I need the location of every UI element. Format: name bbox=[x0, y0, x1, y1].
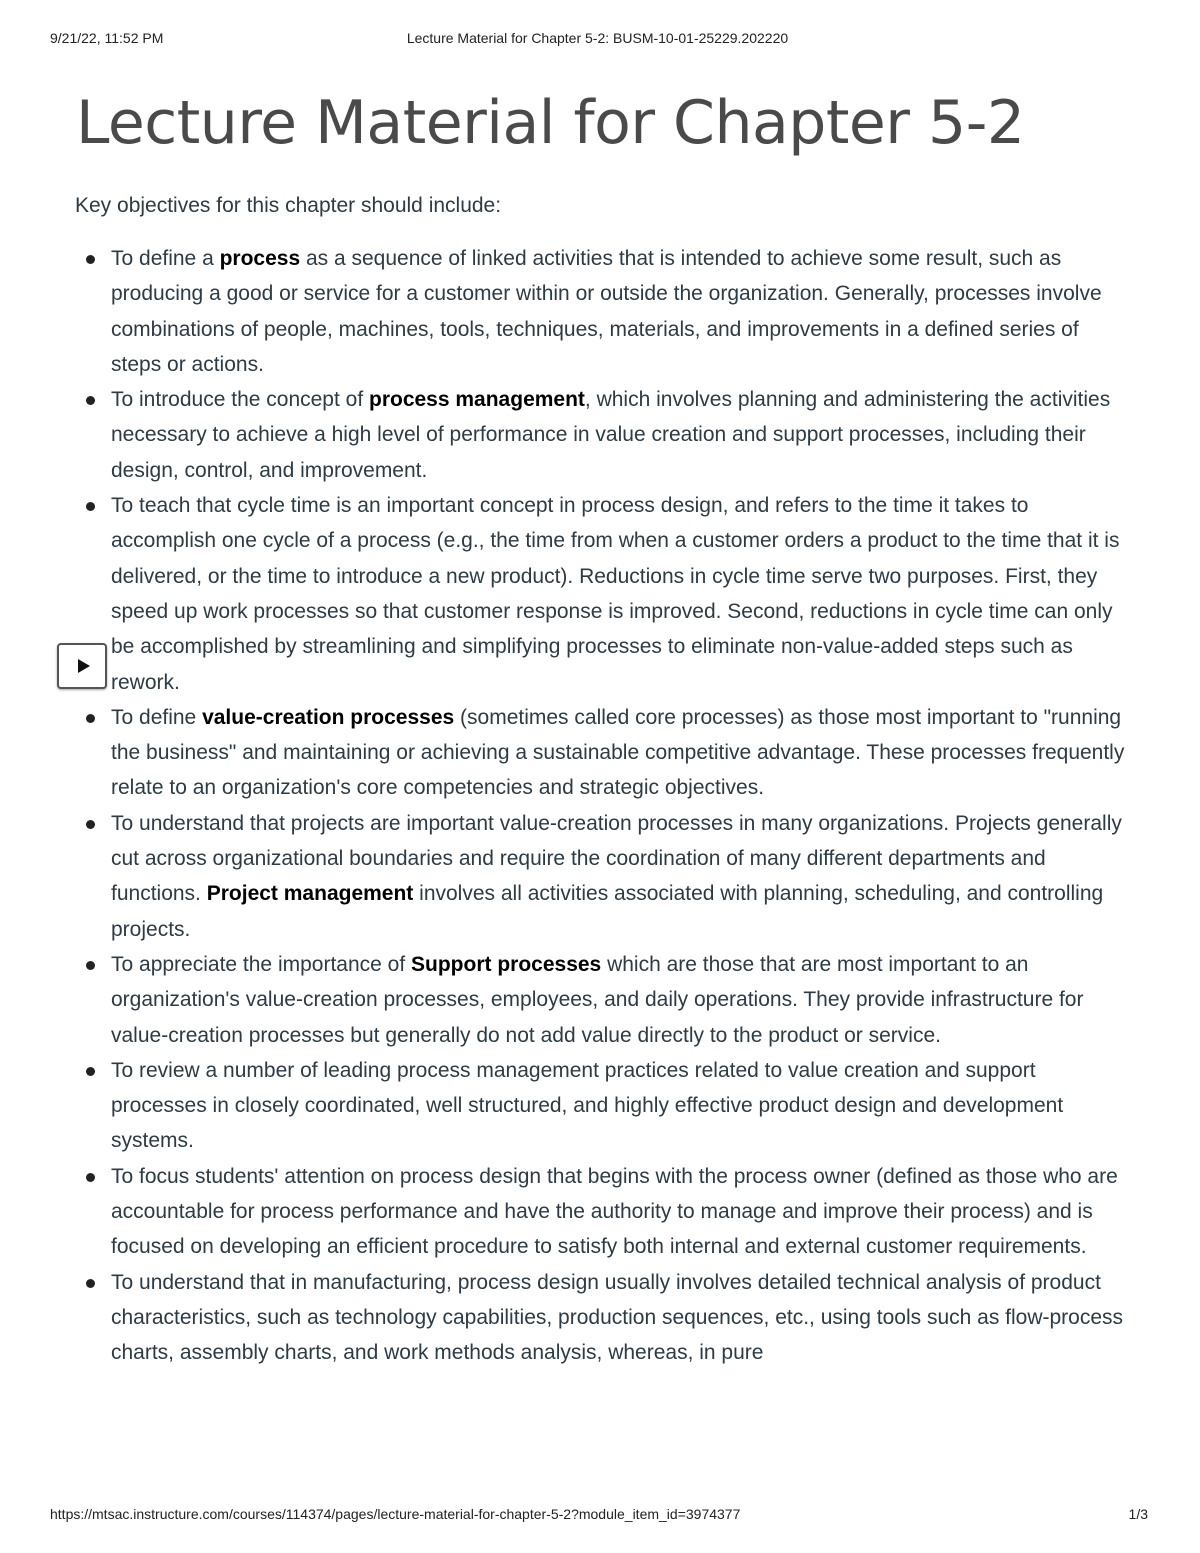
page-indicator: 1/3 bbox=[1128, 1506, 1148, 1522]
page-title: Lecture Material for Chapter 5-2 bbox=[76, 88, 1025, 158]
print-header bbox=[50, 30, 1145, 50]
objective-item: To review a number of leading process management practices related to value creation and support processes in closely coordinated, well structured, and highly effective product design and development systems. bbox=[111, 1053, 1129, 1159]
objective-item: To define value-creation processes (sometimes called core processes) as those most important to "running the business" and maintaining or achieving a sustainable competitive advantage. These processes frequently relate to an organization's core competencies and strategic objectives. bbox=[111, 700, 1129, 806]
print-page-title: Lecture Material for Chapter 5-2: BUSM-10-01-25229.202220 bbox=[406, 30, 789, 46]
key-term: Support processes bbox=[411, 952, 602, 976]
intro-text: Key objectives for this chapter should include: bbox=[75, 194, 502, 217]
key-term: value-creation processes bbox=[202, 705, 455, 729]
objective-item: To teach that cycle time is an important concept in process design, and refers to the time it takes to accomplish one cycle of a process (e.g., the time from when a customer orders a product to the time that it is delivered, or the time to introduce a new product). Reductions in cycle time serve two purposes. First, they speed up work processes so that customer response is improved. Second, reductions in cycle time can only be accomplished by streamlining and simplifying processes to eliminate non-value-added steps such as rework. bbox=[111, 488, 1129, 700]
play-button[interactable] bbox=[57, 643, 107, 689]
objective-item: To focus students' attention on process design that begins with the process owner (defined as those who are accountable for process performance and have the authority to manage and improve their process) and is focused on developing an efficient procedure to satisfy both internal and external customer requirements. bbox=[111, 1159, 1129, 1265]
print-datetime: 9/21/22, 11:52 PM bbox=[50, 30, 164, 46]
key-term: process management bbox=[369, 388, 585, 412]
objective-item: To introduce the concept of process management, which involves planning and administering the activities necessary to achieve a high level of performance in value creation and support processes, including their design, control, and improvement. bbox=[111, 382, 1129, 488]
print-url: https://mtsac.instructure.com/courses/114374/pages/lecture-material-for-chapter-5-2?module_item_id=3974377 bbox=[50, 1506, 741, 1522]
print-footer bbox=[50, 1506, 1148, 1526]
key-term: process bbox=[219, 247, 301, 270]
play-icon bbox=[78, 659, 90, 673]
objective-item: To understand that in manufacturing, process design usually involves detailed technical analysis of product characteristics, such as technology capabilities, production sequences, etc., using tools such as flow-process charts, assembly charts, and work methods analysis, whereas, in pure bbox=[111, 1265, 1129, 1371]
key-term: Project management bbox=[206, 882, 414, 906]
objective-item: To appreciate the importance of Support processes which are those that are most important to an organization's value-creation processes, employees, and daily operations. They provide infrastructure for value-creation processes but generally do not add value directly to the product or service. bbox=[111, 947, 1129, 1053]
objective-item: To understand that projects are important value-creation processes in many organizations. Projects generally cut across organizational boundaries and require the coordination of many different departments and functions. Project management involves all activities associated with planning, scheduling, and controlling projects. bbox=[111, 806, 1129, 947]
objective-item: To define a process as a sequence of linked activities that is intended to achieve some result, such as producing a good or service for a customer within or outside the organization. Generally, processes involve combinations of people, machines, tools, techniques, materials, and improvements in a defined series of steps or actions. bbox=[111, 241, 1129, 382]
objectives-list bbox=[111, 241, 1129, 1371]
